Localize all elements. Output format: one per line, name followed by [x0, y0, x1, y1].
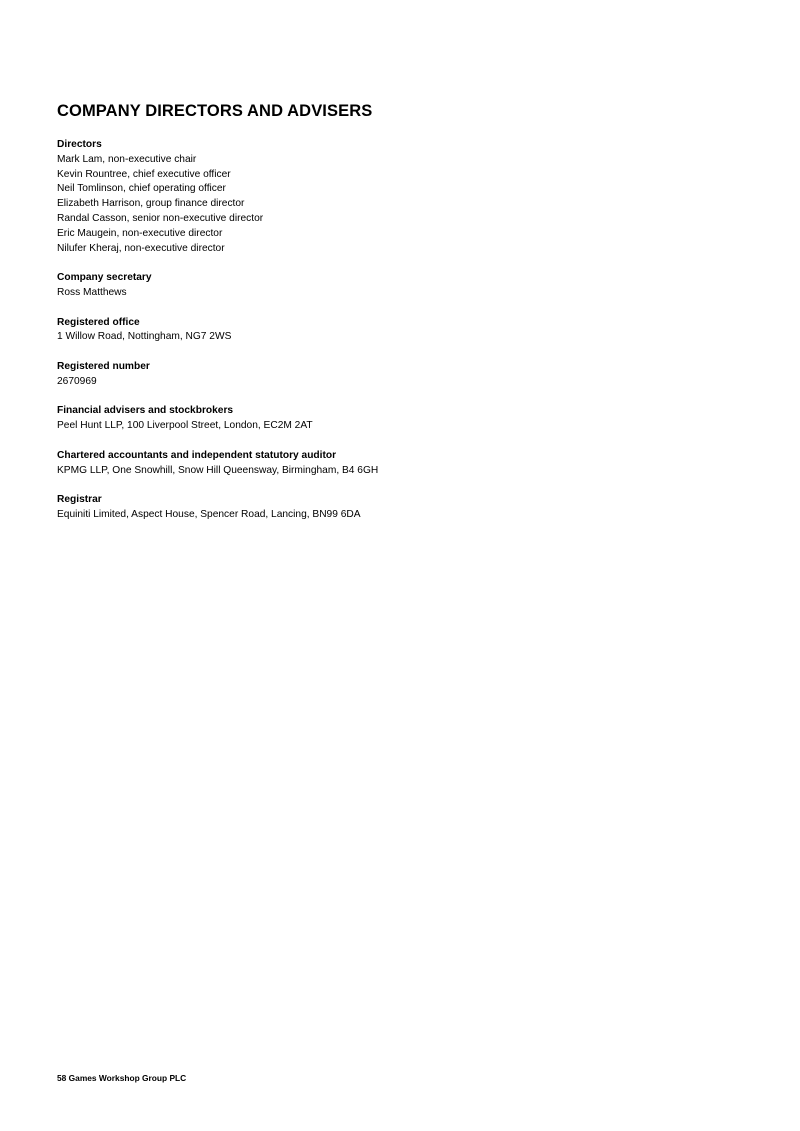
section-value: 2670969	[57, 375, 97, 387]
section-heading: Registrar	[57, 494, 102, 506]
registered-number-section	[57, 360, 757, 390]
directors-section	[57, 138, 757, 256]
page-footer: 58 Games Workshop Group PLC	[57, 1073, 187, 1083]
director-entry: Randal Casson, senior non-executive director	[57, 212, 264, 224]
director-entry: Nilufer Kheraj, non-executive director	[57, 242, 225, 254]
section-value: Ross Matthews	[57, 286, 127, 298]
section-value: Peel Hunt LLP, 100 Liverpool Street, London, EC2M 2AT	[57, 420, 313, 432]
section-value: Equiniti Limited, Aspect House, Spencer Road, Lancing, BN99 6DA	[57, 508, 361, 520]
director-entry: Neil Tomlinson, chief operating officer	[57, 183, 226, 195]
director-entry: Kevin Rountree, chief executive officer	[57, 168, 231, 180]
director-entry: Eric Maugein, non-executive director	[57, 227, 223, 239]
page-title: COMPANY DIRECTORS AND ADVISERS	[57, 102, 373, 120]
director-entry: Elizabeth Harrison, group finance director	[57, 198, 245, 210]
section-heading: Company secretary	[57, 272, 152, 284]
section-value: 1 Willow Road, Nottingham, NG7 2WS	[57, 331, 232, 343]
company-secretary-section	[57, 271, 757, 301]
section-heading: Chartered accountants and independent statutory auditor	[57, 449, 337, 461]
advisers-list	[57, 138, 757, 538]
director-entry: Mark Lam, non-executive chair	[57, 153, 197, 165]
financial-advisers-section	[57, 404, 757, 434]
registered-office-section	[57, 316, 757, 346]
section-heading: Financial advisers and stockbrokers	[57, 405, 234, 417]
section-value: KPMG LLP, One Snowhill, Snow Hill Queensway, Birmingham, B4 6GH	[57, 464, 379, 476]
section-heading: Registered number	[57, 360, 150, 372]
section-heading: Directors	[57, 139, 102, 150]
section-heading: Registered office	[57, 316, 140, 328]
auditor-section	[57, 449, 757, 479]
registrar-section	[57, 493, 757, 523]
